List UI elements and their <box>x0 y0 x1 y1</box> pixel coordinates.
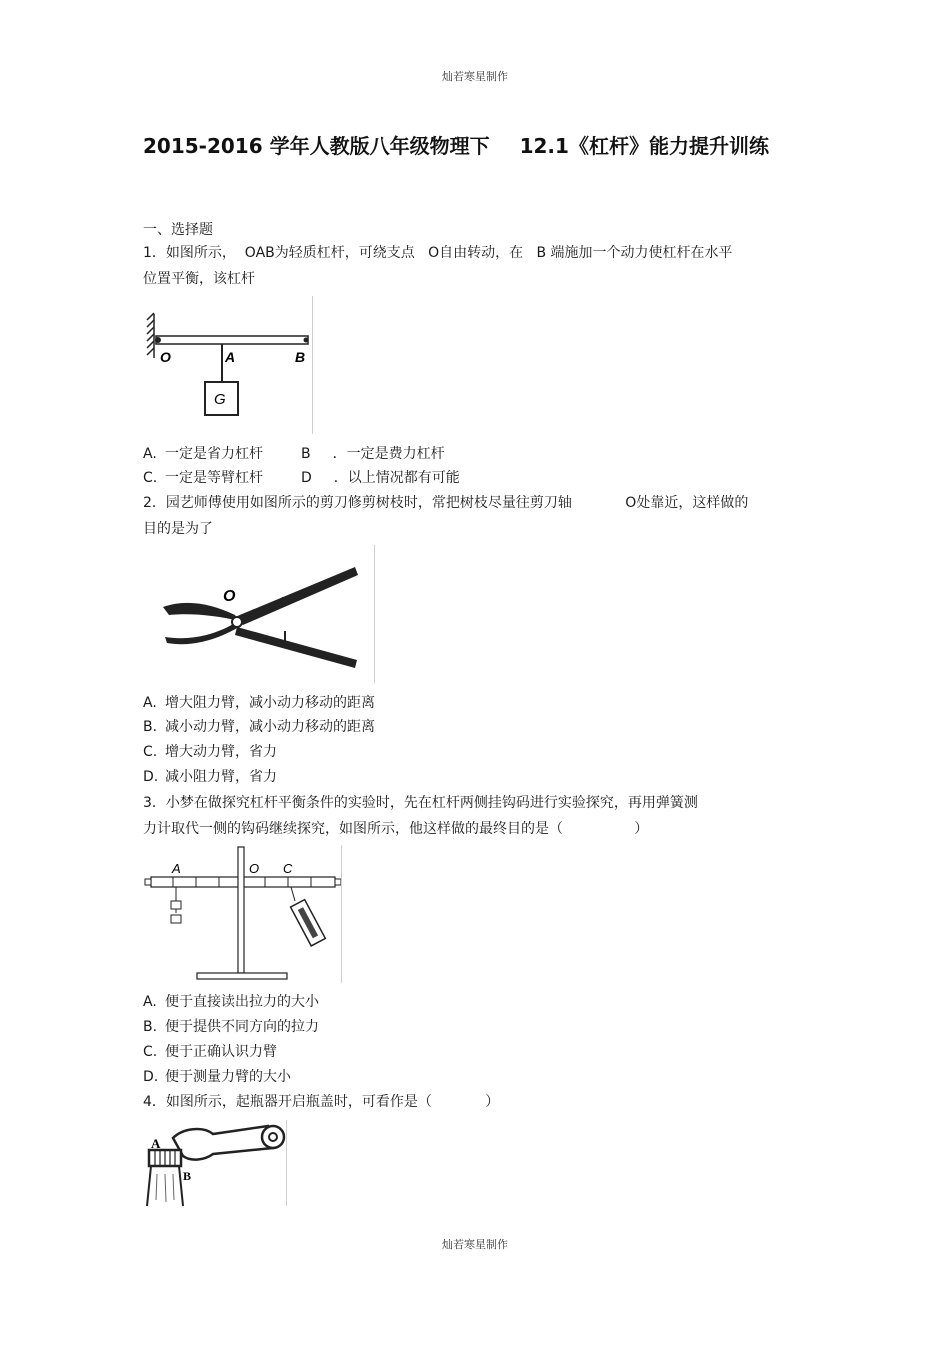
stand-pole <box>238 847 244 973</box>
q3-option-a-row <box>143 992 319 1012</box>
question-3-line-1: 3．小梦在做探究杠杆平衡条件的实验时，先在杠杆两侧挂钩码进行实验探究，再用弹簧测 <box>143 795 698 811</box>
q1-options-row-2 <box>143 468 460 488</box>
q2-option-c: 增大动力臂，省力 <box>165 744 277 760</box>
q1-options-row-1 <box>143 444 445 464</box>
opener-ring-inner <box>269 1133 277 1141</box>
q1-option-d-letter: D <box>301 470 312 486</box>
shears-upper-handle <box>235 567 358 625</box>
question-1-text <box>143 240 813 292</box>
lever-bar <box>156 336 308 344</box>
page-header: 灿若寒星制作 <box>442 70 508 83</box>
title-left: 2015-2016 学年人教版八年级物理下 <box>143 134 490 158</box>
opener-handle <box>173 1126 273 1160</box>
q2-option-a: 增大阻力臂，减小动力移动的距离 <box>165 695 375 711</box>
q1-option-c: 一定是等臂杠杆 <box>165 470 263 486</box>
question-4-line-1: 4．如图所示，起瓶器开启瓶盖时，可看作是（ ） <box>143 1094 500 1110</box>
q3-option-c: 便于正确认识力臂 <box>165 1044 277 1060</box>
q2-option-b-row <box>143 717 375 737</box>
q2-option-c-row <box>143 742 277 762</box>
q3-option-b-letter: B. <box>143 1019 158 1035</box>
shears-blade-notch <box>185 617 223 633</box>
spring-scale <box>291 900 326 946</box>
label-b: B <box>295 349 306 365</box>
q2-option-d: 减小阻力臂，省力 <box>165 769 277 785</box>
experiment-label-o: O <box>249 861 260 876</box>
q3-option-a-letter: A. <box>143 994 157 1010</box>
hook-weight-2 <box>171 915 181 923</box>
q1-option-c-letter: C. <box>143 470 158 486</box>
question-3-text <box>143 790 763 842</box>
hook-weight-1 <box>171 901 181 909</box>
q2-option-a-letter: A. <box>143 695 157 711</box>
opener-label-a: A <box>151 1136 161 1151</box>
shears-label-o: O <box>223 588 236 605</box>
q2-option-b: 减小动力臂，减小动力移动的距离 <box>165 719 375 735</box>
question-2-text <box>143 490 803 542</box>
label-o: O <box>160 349 171 365</box>
label-a: A <box>225 349 236 365</box>
page-footer: 灿若寒星制作 <box>442 1238 508 1251</box>
q2-option-c-letter: C. <box>143 744 158 760</box>
experiment-label-a: A <box>172 861 181 876</box>
question-2-line-1: 2．园艺师傅使用如图所示的剪刀修剪树枝时，常把树枝尽量往剪刀轴 O处靠近，这样做的 <box>143 495 749 511</box>
q1-option-a: 一定是省力杠杆 <box>165 446 263 462</box>
figure-divider <box>286 1120 287 1206</box>
q3-option-d: 便于测量力臂的大小 <box>165 1069 291 1085</box>
wall-hatching <box>147 313 154 358</box>
q2-option-d-letter: D. <box>143 769 159 785</box>
q2-option-a-row <box>143 693 375 713</box>
figure-divider <box>374 545 375 683</box>
shears-pivot-o <box>232 617 242 627</box>
q2-option-b-letter: B. <box>143 719 158 735</box>
point-b <box>304 338 309 343</box>
q3-option-c-row <box>143 1042 277 1062</box>
pivot-o <box>155 337 161 343</box>
opener-label-b: B <box>183 1169 192 1183</box>
question-1-line-1: 1．如图所示， OAB为轻质杠杆，可绕支点 O自由转动，在 B 端施加一个动力使杠杆在水平 <box>143 245 733 261</box>
q1-option-d: ．以上情况都有可能 <box>333 470 460 486</box>
q3-option-a: 便于直接读出拉力的大小 <box>165 994 319 1010</box>
shears-lower-handle <box>235 627 357 668</box>
lever-oab-figure <box>143 296 318 436</box>
q1-option-a-letter: A. <box>143 446 157 462</box>
figure-divider <box>341 845 342 983</box>
q3-option-d-row <box>143 1067 291 1087</box>
question-4-text <box>143 1089 813 1115</box>
stand-base <box>197 973 287 979</box>
lever-experiment-figure <box>143 845 343 985</box>
q1-option-b: ．一定是费力杠杆 <box>332 446 445 462</box>
q3-option-c-letter: C. <box>143 1044 158 1060</box>
q3-option-d-letter: D. <box>143 1069 159 1085</box>
section-heading: 一、选择题 <box>143 222 213 238</box>
title-right: 12.1《杠杆》能力提升训练 <box>519 134 769 158</box>
question-2-line-2: 目的是为了 <box>143 521 213 537</box>
figure-divider <box>312 296 313 434</box>
question-3-line-2: 力计取代一侧的钩码继续探究，如图所示，他这样做的最终目的是（ ） <box>143 821 649 837</box>
experiment-label-c: C <box>283 861 293 876</box>
q3-option-b: 便于提供不同方向的拉力 <box>165 1019 319 1035</box>
spring-scale-string <box>291 887 295 901</box>
label-g: G <box>214 391 226 408</box>
question-1-line-2: 位置平衡，该杠杆 <box>143 271 255 287</box>
q3-option-b-row <box>143 1017 319 1037</box>
q2-option-d-row <box>143 767 277 787</box>
pruning-shears-figure <box>155 545 370 685</box>
bottle-shading <box>156 1174 174 1202</box>
q1-option-b-letter: B <box>301 446 311 462</box>
page-title <box>143 130 903 159</box>
lever-end-left <box>145 879 151 885</box>
bottle-opener-figure <box>143 1120 288 1208</box>
